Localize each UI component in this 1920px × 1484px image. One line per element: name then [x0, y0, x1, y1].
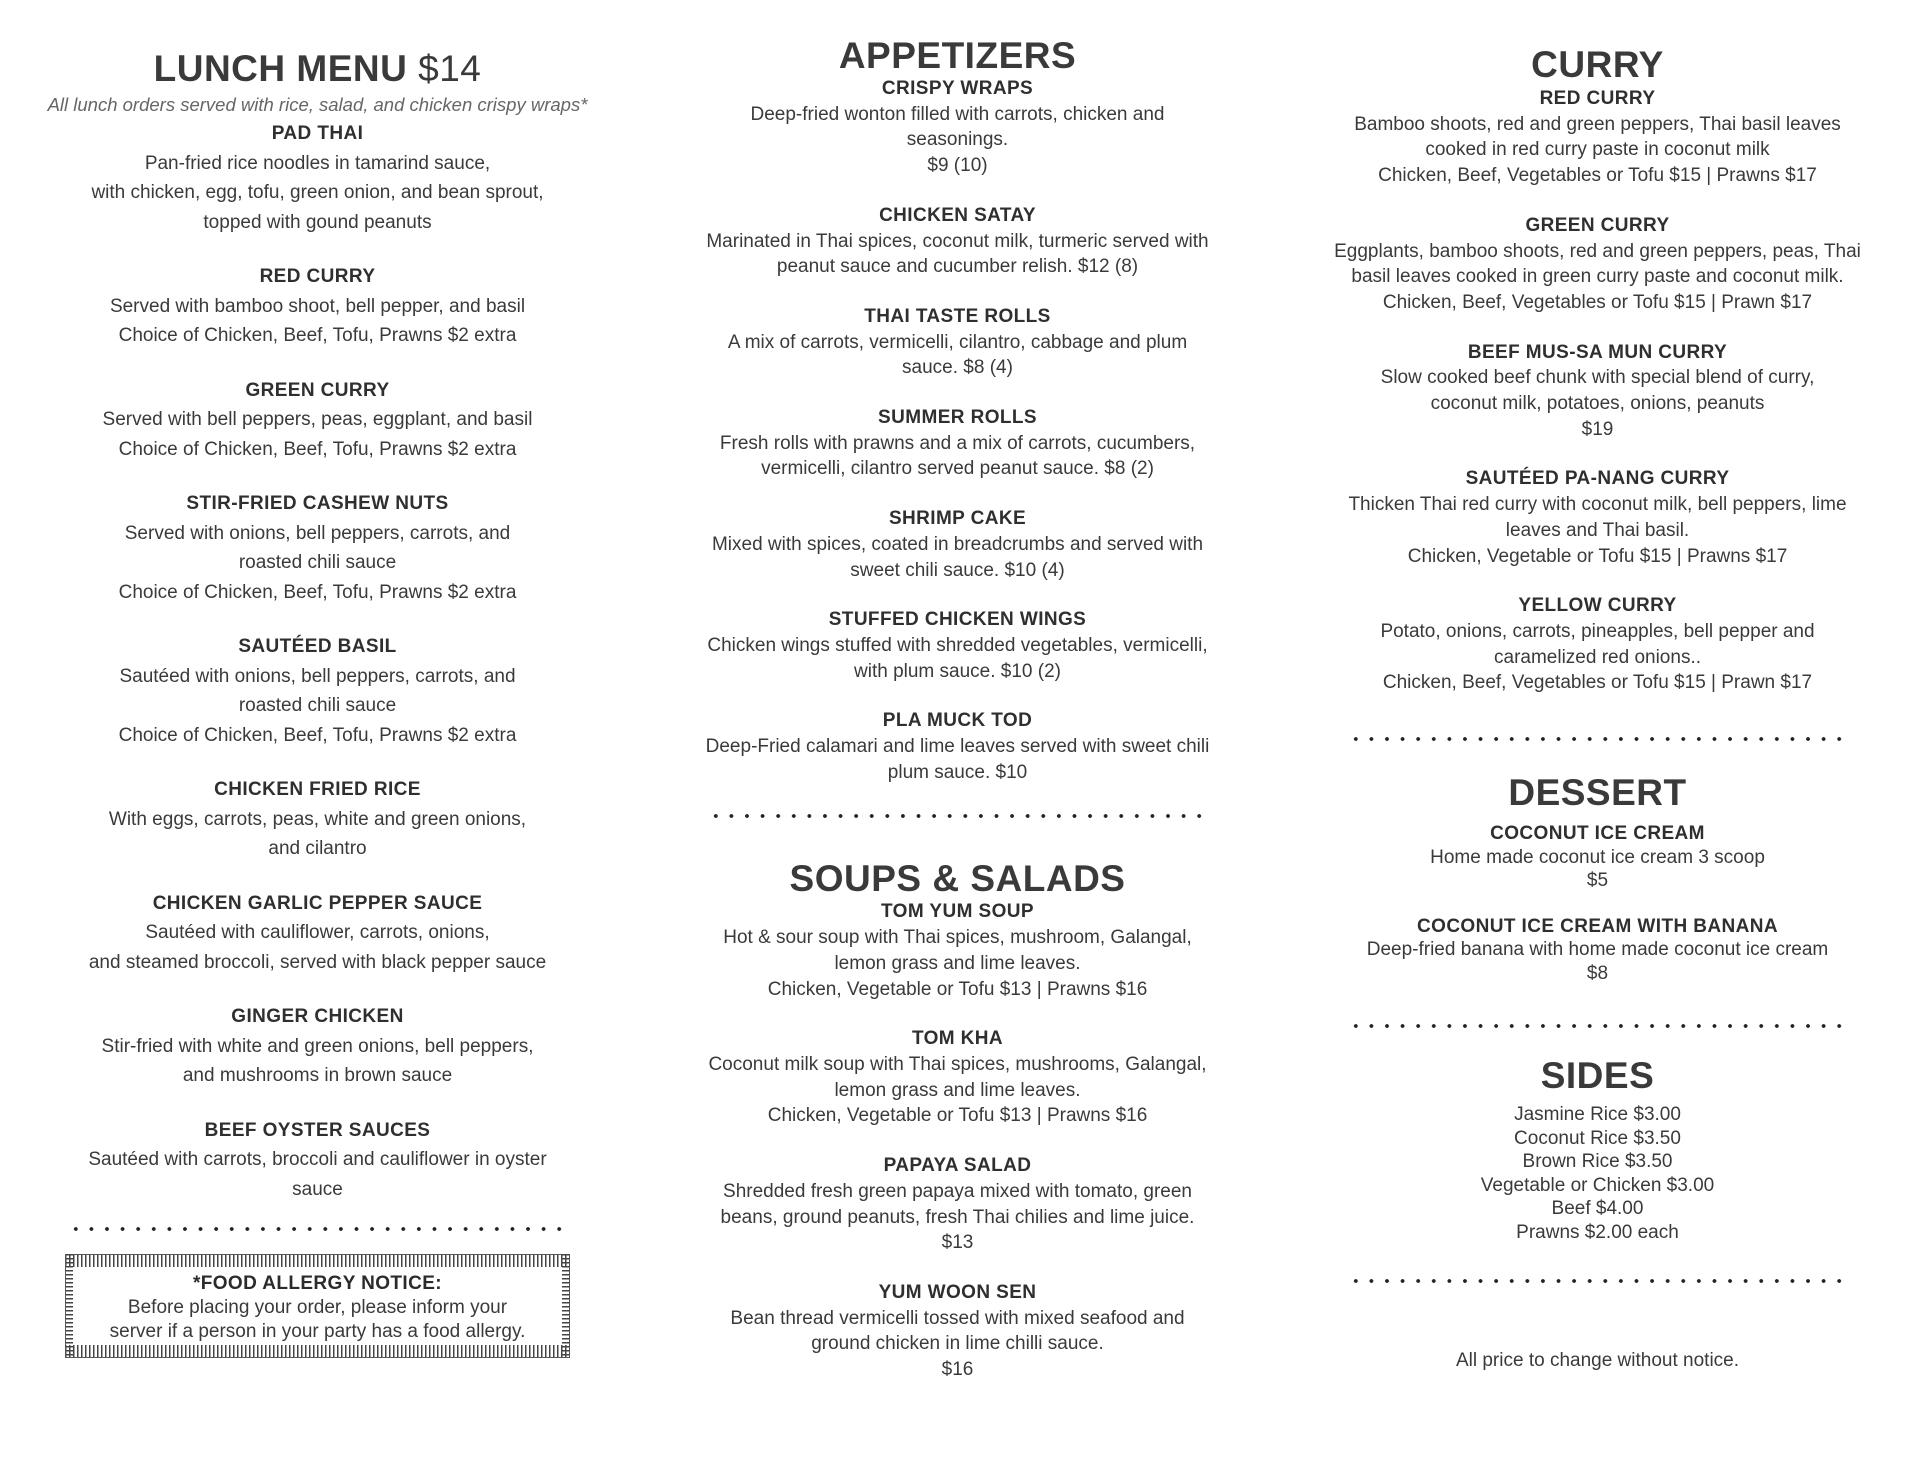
dessert-title: DESSERT — [1508, 772, 1687, 814]
menu-item-description: Sautéed with onions, bell peppers, carrots, and — [119, 665, 516, 687]
menu-item — [655, 76, 1260, 179]
menu-item-description: Chicken, Vegetable or Tofu $13 | Prawns $16 — [767, 1105, 1148, 1127]
menu-item — [655, 1026, 1260, 1129]
menu-item-description: with chicken, egg, tofu, green onion, and bean sprout, — [91, 182, 544, 203]
soups-salads-item-list — [655, 899, 1260, 1382]
lunch-menu-title-text: LUNCH MENU — [153, 48, 408, 89]
side-item: Jasmine Rice $3.00 — [1514, 1104, 1681, 1126]
menu-item-name: RED CURRY — [1539, 88, 1656, 109]
sides-title: SIDES — [1540, 1055, 1655, 1097]
menu-item-description: Fresh rolls with prawns and a mix of carrots, cucumbers, — [719, 432, 1196, 454]
menu-item — [40, 775, 595, 864]
allergy-notice-line: Before placing your order, please inform your — [127, 1297, 508, 1318]
menu-item-description: beans, ground peanuts, fresh Thai chilies and lime juice. — [720, 1206, 1195, 1228]
menu-item-name: PAD THAI — [271, 123, 364, 144]
menu-item-name: SHRIMP CAKE — [888, 508, 1027, 530]
appetizers-soups-column — [655, 0, 1260, 1383]
menu-item-name: GREEN CURRY — [1525, 214, 1670, 236]
menu-item-description: and cilantro — [268, 838, 367, 859]
lunch-menu-price: $14 — [418, 48, 482, 89]
menu-item-description: With eggs, carrots, peas, white and green onions, — [108, 808, 527, 830]
food-allergy-notice — [65, 1254, 570, 1358]
menu-item-description: Shredded fresh green papaya mixed with tomato, green — [723, 1180, 1192, 1202]
menu-item-name: SUMMER ROLLS — [878, 407, 1037, 429]
menu-item — [1305, 593, 1890, 696]
menu-item-description: Mixed with spices, coated in breadcrumbs and served with — [711, 533, 1204, 555]
menu-item — [40, 1116, 595, 1205]
menu-item-description: ground chicken in lime chilli sauce. — [811, 1333, 1104, 1355]
menu-item-description: Served with bamboo shoot, bell pepper, and basil — [109, 295, 526, 317]
side-item: Vegetable or Chicken $3.00 — [1480, 1174, 1715, 1196]
notice-border-top — [65, 1254, 570, 1267]
menu-item — [1305, 822, 1890, 893]
menu-item-description: sweet chili sauce. $10 (4) — [850, 559, 1065, 581]
menu-item-name: GINGER CHICKEN — [231, 1006, 404, 1027]
menu-item-description: Chicken, Beef, Vegetables or Tofu $15 | Prawn $17 — [1382, 672, 1813, 694]
menu-item-description: cooked in red curry paste in coconut milk — [1425, 139, 1770, 161]
menu-item-description: Deep-fried wonton filled with carrots, chicken and — [750, 103, 1165, 125]
menu-item-description: Chicken wings stuffed with shredded vegetables, vermicelli, — [707, 634, 1208, 656]
menu-item — [655, 304, 1260, 381]
menu-item-description: and mushrooms in brown sauce — [182, 1065, 453, 1086]
menu-item-name: TOM YUM SOUP — [881, 901, 1034, 923]
menu-item-name: CHICKEN SATAY — [879, 204, 1036, 226]
menu-item — [40, 1002, 595, 1091]
appetizers-title: APPETIZERS — [838, 35, 1077, 76]
dotted-divider — [1348, 1278, 1848, 1284]
price-change-notice: All price to change without notice. — [1455, 1350, 1740, 1372]
menu-item — [40, 489, 595, 607]
menu-item-description: Bamboo shoots, red and green peppers, Thai basil leaves — [1354, 113, 1841, 135]
menu-item-description: Choice of Chicken, Beef, Tofu, Prawns $2 extra — [118, 325, 517, 346]
menu-item-description: Marinated in Thai spices, coconut milk, turmeric served with — [706, 230, 1209, 252]
menu-item-description: leaves and Thai basil. — [1505, 519, 1690, 541]
menu-item-description: Choice of Chicken, Beef, Tofu, Prawns $2 extra — [118, 438, 517, 460]
menu-item-description: A mix of carrots, vermicelli, cilantro, cabbage and plum — [727, 331, 1188, 353]
menu-item — [1305, 915, 1890, 986]
dotted-divider — [1348, 736, 1848, 742]
menu-item-name: SAUTÉED PA-NANG CURRY — [1465, 468, 1730, 490]
menu-item — [655, 708, 1260, 785]
menu-item-name: COCONUT ICE CREAM WITH BANANA — [1417, 915, 1778, 937]
menu-item — [655, 405, 1260, 482]
menu-item-description: Chicken, Beef, Vegetables or Tofu $15 | Prawns $17 — [1378, 165, 1817, 187]
menu-item — [40, 632, 595, 750]
menu-item — [40, 889, 595, 978]
menu-item-name: PAPAYA SALAD — [883, 1155, 1032, 1177]
menu-item-description: Eggplants, bamboo shoots, red and green peppers, peas, Thai — [1334, 240, 1861, 262]
menu-item-description: $5 — [1586, 870, 1609, 892]
menu-item-name: CHICKEN FRIED RICE — [214, 779, 421, 800]
menu-item-description: Potato, onions, carrots, pineapples, bell pepper and — [1380, 620, 1815, 642]
menu-item-description: with plum sauce. $10 (2) — [854, 660, 1061, 682]
menu-item-name: STIR-FRIED CASHEW NUTS — [186, 493, 449, 514]
allergy-notice-line: server if a person in your party has a food allergy. — [109, 1321, 526, 1342]
curry-title: CURRY — [1531, 44, 1664, 85]
menu-item-description: roasted chili sauce — [238, 552, 397, 573]
menu-item-name: SAUTÉED BASIL — [238, 636, 397, 657]
menu-item-name: YUM WOON SEN — [878, 1281, 1037, 1303]
menu-item — [655, 506, 1260, 583]
curry-item-list — [1305, 86, 1890, 696]
menu-item — [40, 119, 595, 237]
menu-item-description: Deep-Fried calamari and lime leaves served with sweet chili — [705, 736, 1210, 758]
menu-item-description: Deep-fried banana with home made coconut ice cream — [1366, 939, 1829, 961]
menu-item-description: Pan-fried rice noodles in tamarind sauce, — [144, 152, 491, 174]
menu-item-description: topped with gound peanuts — [203, 211, 432, 233]
dotted-divider — [708, 813, 1208, 819]
dessert-item-list — [1305, 822, 1890, 985]
menu-item-description: Served with bell peppers, peas, eggplant, and basil — [102, 409, 533, 430]
menu-item — [1305, 86, 1890, 189]
menu-item-description: Sautéed with carrots, broccoli and cauliflower in oyster — [88, 1149, 547, 1170]
menu-item-description: plum sauce. $10 — [887, 761, 1028, 783]
menu-item-description: Choice of Chicken, Beef, Tofu, Prawns $2 extra — [118, 724, 517, 746]
curry-dessert-sides-column — [1305, 0, 1890, 1372]
menu-item-description: Stir-fried with white and green onions, bell peppers, — [101, 1035, 534, 1057]
menu-item-description: Home made coconut ice cream 3 scoop — [1430, 846, 1765, 868]
dotted-divider — [68, 1226, 568, 1232]
dotted-divider — [1348, 1023, 1848, 1029]
menu-item — [40, 262, 595, 351]
lunch-menu-column — [40, 0, 595, 1358]
menu-item — [655, 203, 1260, 280]
side-item: Prawns $2.00 each — [1516, 1221, 1679, 1243]
menu-item-description: lemon grass and lime leaves. — [834, 1079, 1081, 1101]
menu-item-name: YELLOW CURRY — [1518, 595, 1677, 617]
menu-item-name: TOM KHA — [911, 1028, 1004, 1050]
menu-item-description: sauce — [292, 1178, 343, 1200]
lunch-menu-subtitle: All lunch orders served with rice, salad, and chicken crispy wraps* — [47, 94, 588, 115]
menu-item-name: CHICKEN GARLIC PEPPER SAUCE — [152, 892, 483, 914]
menu-item — [1305, 466, 1890, 569]
menu-item-name: CRISPY WRAPS — [881, 78, 1034, 99]
menu-item-description: Sautéed with cauliflower, carrots, onions, — [145, 922, 490, 943]
menu-item-description: $16 — [941, 1359, 974, 1381]
menu-item-description: Chicken, Vegetable or Tofu $15 | Prawns $17 — [1407, 545, 1788, 567]
menu-item-description: Slow cooked beef chunk with special blend of curry, — [1380, 367, 1815, 389]
menu-item — [1305, 213, 1890, 316]
notice-border-bottom — [65, 1345, 570, 1358]
menu-item-description: $19 — [1581, 418, 1614, 440]
menu-item-description: Served with onions, bell peppers, carrots, and — [124, 522, 511, 544]
side-item: Brown Rice $3.50 — [1522, 1151, 1673, 1173]
appetizer-item-list — [655, 76, 1260, 785]
menu-item-name: THAI TASTE ROLLS — [864, 305, 1051, 327]
menu-item-description: roasted chili sauce — [238, 695, 397, 716]
menu-item-name: GREEN CURRY — [245, 379, 390, 401]
allergy-notice-title: *FOOD ALLERGY NOTICE: — [192, 1273, 443, 1294]
menu-item-name: BEEF OYSTER SAUCES — [204, 1119, 431, 1141]
menu-item-description: sauce. $8 (4) — [902, 357, 1013, 379]
notice-border-right — [562, 1254, 570, 1358]
menu-item — [655, 607, 1260, 684]
menu-item-description: coconut milk, potatoes, onions, peanuts — [1430, 393, 1765, 415]
menu-item-description: $9 (10) — [927, 155, 988, 177]
menu-item — [1305, 340, 1890, 443]
menu-item-description: $8 — [1586, 962, 1609, 984]
menu-item-description: Choice of Chicken, Beef, Tofu, Prawns $2 extra — [118, 581, 517, 603]
soups-salads-title: SOUPS & SALADS — [789, 858, 1126, 900]
menu-item-description: $13 — [941, 1232, 974, 1254]
lunch-menu-title — [40, 48, 595, 90]
menu-item-description: caramelized red onions.. — [1494, 646, 1701, 668]
menu-item — [655, 899, 1260, 1002]
menu-item-description: and steamed broccoli, served with black pepper sauce — [88, 951, 547, 973]
menu-item-description: lemon grass and lime leaves. — [834, 952, 1081, 974]
menu-item-description: basil leaves cooked in green curry paste and coconut milk. — [1351, 266, 1844, 288]
menu-item-description: Chicken, Vegetable or Tofu $13 | Prawns $16 — [767, 978, 1148, 1000]
side-item: Beef $4.00 — [1551, 1198, 1644, 1220]
sides-item-list — [1305, 1103, 1890, 1244]
menu-item-description: seasonings. — [906, 129, 1009, 151]
menu-item-description: Bean thread vermicelli tossed with mixed seafood and — [730, 1307, 1185, 1329]
menu-item-name: BEEF MUS-SA MUN CURRY — [1467, 341, 1728, 363]
menu-item-name: RED CURRY — [259, 266, 376, 287]
lunch-item-list — [40, 119, 595, 1204]
notice-border-left — [65, 1254, 73, 1358]
menu-item-description: Thicken Thai red curry with coconut milk, bell peppers, lime — [1348, 494, 1847, 516]
menu-item — [655, 1153, 1260, 1256]
menu-item-name: PLA MUCK TOD — [882, 710, 1033, 732]
menu-item-description: vermicelli, cilantro served peanut sauce. $8 (2) — [761, 458, 1154, 480]
menu-item — [40, 376, 595, 465]
menu-item-description: Chicken, Beef, Vegetables or Tofu $15 | Prawn $17 — [1382, 291, 1813, 313]
menu-item-name: COCONUT ICE CREAM — [1490, 823, 1705, 845]
menu-item-description: peanut sauce and cucumber relish. $12 (8) — [776, 256, 1139, 278]
menu-item-description: Hot & sour soup with Thai spices, mushroom, Galangal, — [723, 927, 1192, 949]
menu-item-name: STUFFED CHICKEN WINGS — [828, 609, 1087, 631]
side-item: Coconut Rice $3.50 — [1514, 1127, 1681, 1149]
menu-item-description: Coconut milk soup with Thai spices, mushrooms, Galangal, — [708, 1053, 1207, 1075]
menu-item — [655, 1280, 1260, 1383]
